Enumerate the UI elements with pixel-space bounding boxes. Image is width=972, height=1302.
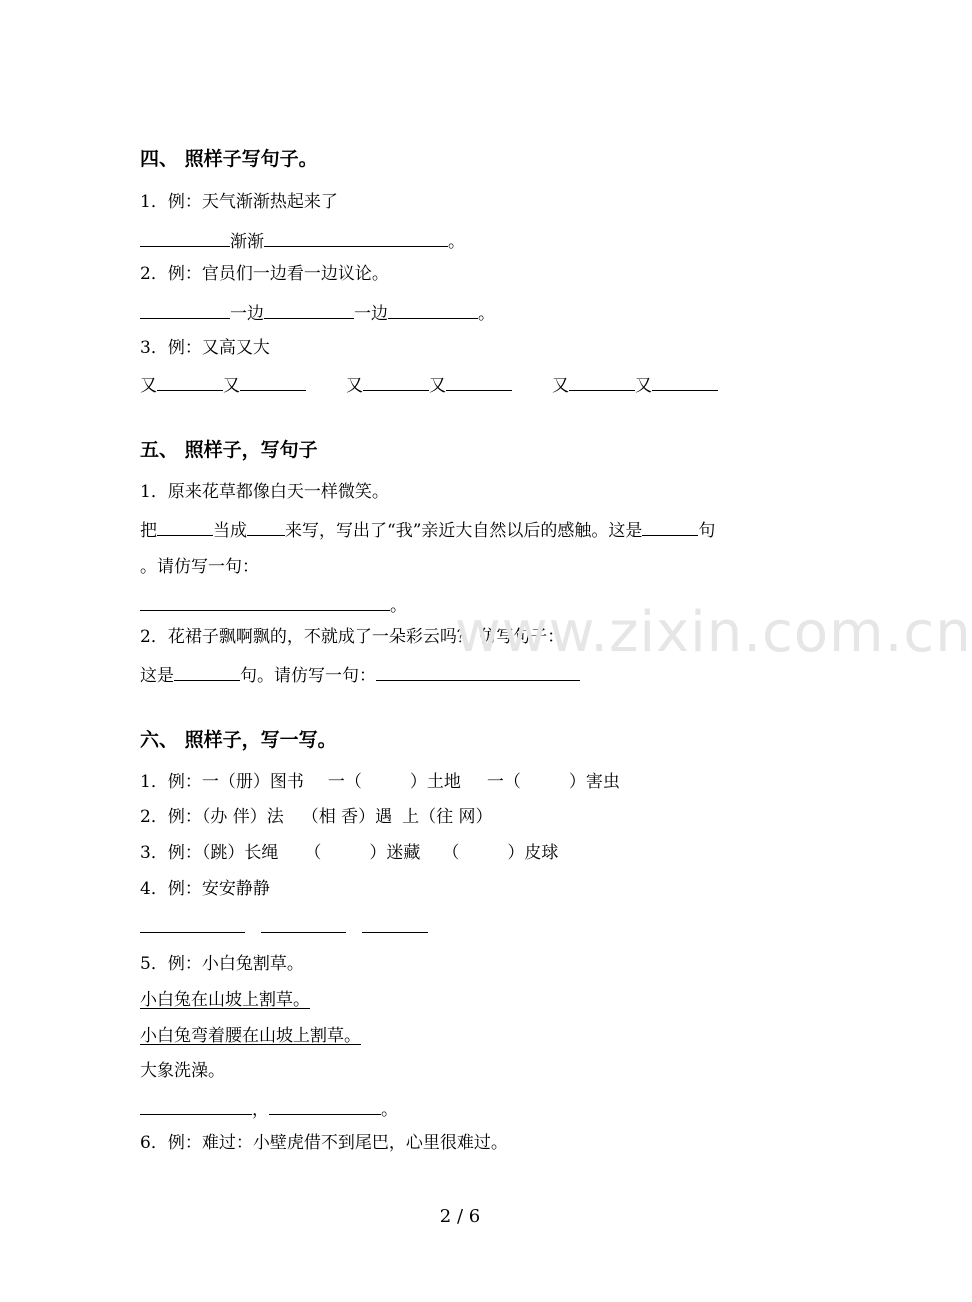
s5-q2-answer-line: 这是 句。请仿写一句： xyxy=(140,662,580,686)
answer-blank[interactable] xyxy=(264,300,354,319)
answer-blank[interactable] xyxy=(446,372,512,391)
s6-q5-task: 大象洗澡。 xyxy=(140,1061,225,1081)
s6-q2: 2．例：（办 伴）法 （相 香）遇 上（往 网） xyxy=(140,807,493,827)
watermark: www.zixin.com.cn xyxy=(455,600,972,665)
answer-blank[interactable] xyxy=(140,300,230,319)
answer-blank[interactable] xyxy=(264,228,448,247)
s5-q1-text: 1．原来花草都像白天一样微笑。 xyxy=(140,482,389,502)
s6-q4-example: 4．例：安安静静 xyxy=(140,879,270,899)
answer-blank[interactable] xyxy=(247,517,285,536)
section-6-title: 六、 照样子，写一写。 xyxy=(140,729,337,751)
answer-blank[interactable] xyxy=(240,372,306,391)
answer-blank[interactable] xyxy=(157,372,223,391)
answer-blank[interactable] xyxy=(174,662,240,681)
s6-q5-sample-1: 小白兔在山坡上割草。 xyxy=(140,990,310,1010)
s4-q2-example: 2．例：官员们一边看一边议论。 xyxy=(140,264,389,284)
s6-q6-example: 6．例：难过：小壁虎借不到尾巴，心里很难过。 xyxy=(140,1133,508,1153)
section-5-title: 五、 照样子，写句子 xyxy=(140,439,318,461)
answer-blank[interactable] xyxy=(261,914,346,933)
answer-blank[interactable] xyxy=(363,372,429,391)
answer-blank[interactable] xyxy=(140,228,230,247)
s5-q1-answer-line: 把 当成 来写，写出了“我”亲近大自然以后的感触。这是 句 xyxy=(140,517,715,541)
s5-q1-write-line: 。 xyxy=(140,592,407,616)
page-number: 2 / 6 xyxy=(439,1206,481,1227)
s4-q3-answer-line: 又 又 又 又 又 又 xyxy=(140,372,718,396)
answer-blank[interactable] xyxy=(157,517,213,536)
answer-blank[interactable] xyxy=(140,914,245,933)
answer-blank[interactable] xyxy=(140,592,390,611)
answer-blank[interactable] xyxy=(652,372,718,391)
s4-q1-answer-line: 渐渐 。 xyxy=(140,228,465,252)
answer-blank[interactable] xyxy=(362,914,428,933)
s6-q5-answer-line: ， 。 xyxy=(140,1096,398,1120)
answer-blank[interactable] xyxy=(569,372,635,391)
s5-q1-continue: 。请仿写一句： xyxy=(140,557,259,577)
s4-q3-example: 3．例：又高又大 xyxy=(140,338,270,358)
s6-q4-answer-line xyxy=(140,914,428,938)
answer-blank[interactable] xyxy=(269,1096,381,1115)
section-4-title: 四、 照样子写句子。 xyxy=(140,148,318,170)
s6-q1: 1．例：一（册）图书 一（ ）土地 一（ ）害虫 xyxy=(140,772,620,792)
s5-q2-text: 2．花裙子飘啊飘的，不就成了一朵彩云吗？ 仿写句子： xyxy=(140,627,565,647)
s6-q5-sample-2: 小白兔弯着腰在山坡上割草。 xyxy=(140,1026,361,1046)
s4-q1-example: 1．例：天气渐渐热起来了 xyxy=(140,192,338,212)
s6-q5-example: 5．例：小白兔割草。 xyxy=(140,954,304,974)
answer-blank[interactable] xyxy=(388,300,478,319)
answer-blank[interactable] xyxy=(140,1096,252,1115)
answer-blank[interactable] xyxy=(642,517,698,536)
s4-q2-answer-line: 一边 一边 。 xyxy=(140,300,495,324)
s6-q3: 3．例：（跳）长绳 （ ）迷藏 （ ）皮球 xyxy=(140,843,559,863)
